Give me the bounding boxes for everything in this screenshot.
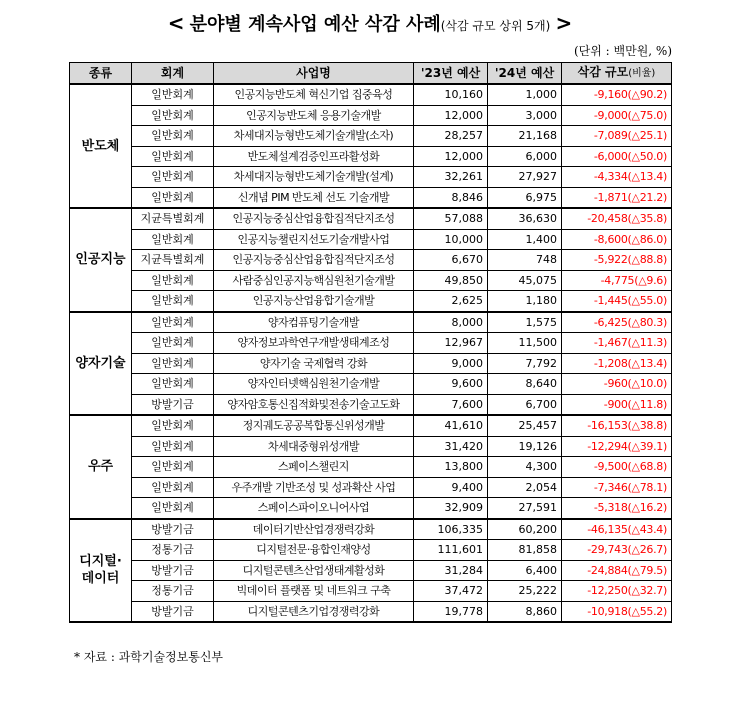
account-cell: 방발기금 [132,519,214,540]
category-cell: 우주 [70,415,132,519]
header-project: 사업명 [214,63,414,85]
project-name-cell: 디지털콘텐츠기업경쟁력강화 [214,601,414,622]
budget-2024-cell: 27,591 [488,498,562,519]
table-row [70,436,672,457]
project-name-cell: 스페이스챌린지 [214,457,414,478]
cut-amount-cell: -29,743(△26.7) [562,540,672,561]
project-name-cell: 우주개발 기반조성 및 성과확산 사업 [214,477,414,498]
cut-amount-cell: -1,445(△55.0) [562,291,672,312]
table-body [70,84,672,622]
budget-2023-cell: 41,610 [414,415,488,436]
account-cell: 일반회계 [132,374,214,395]
budget-2024-cell: 6,000 [488,146,562,167]
budget-2023-cell: 32,909 [414,498,488,519]
table-row [70,333,672,354]
budget-2023-cell: 31,420 [414,436,488,457]
budget-2024-cell: 60,200 [488,519,562,540]
cut-amount-cell: -960(△10.0) [562,374,672,395]
project-name-cell: 디지털전문·융합인재양성 [214,540,414,561]
title-right-arrow: > [555,11,573,35]
project-name-cell: 차세대지능형반도체기술개발(설계) [214,167,414,188]
account-cell: 방발기금 [132,560,214,581]
budget-2024-cell: 6,700 [488,394,562,415]
cut-amount-cell: -20,458(△35.8) [562,208,672,229]
budget-2023-cell: 12,000 [414,105,488,126]
budget-2023-cell: 2,625 [414,291,488,312]
account-cell: 정통기금 [132,581,214,602]
budget-2024-cell: 19,126 [488,436,562,457]
table-header-row [70,63,672,85]
cut-amount-cell: -9,160(△90.2) [562,84,672,105]
cut-amount-cell: -9,500(△68.8) [562,457,672,478]
project-name-cell: 인공지능중심산업융합집적단지조성 [214,208,414,229]
account-cell: 일반회계 [132,312,214,333]
table-row [70,250,672,271]
account-cell: 일반회계 [132,146,214,167]
budget-2024-cell: 36,630 [488,208,562,229]
budget-2023-cell: 19,778 [414,601,488,622]
project-name-cell: 인공지능반도체 혁신기업 집중육성 [214,84,414,105]
project-name-cell: 양자기술 국제협력 강화 [214,353,414,374]
project-name-cell: 양자암호통신집적화및전송기술고도화 [214,394,414,415]
project-name-cell: 양자정보과학연구개발생태계조성 [214,333,414,354]
budget-2024-cell: 2,054 [488,477,562,498]
cut-amount-cell: -4,775(△9.6) [562,270,672,291]
cut-amount-cell: -1,208(△13.4) [562,353,672,374]
project-name-cell: 인공지능반도체 응용기술개발 [214,105,414,126]
category-cell: 디지털·데이터 [70,519,132,623]
cut-amount-cell: -46,135(△43.4) [562,519,672,540]
table-row [70,353,672,374]
header-cut-label: 삭감 규모 [577,65,629,79]
account-cell: 방발기금 [132,601,214,622]
cut-amount-cell: -5,922(△88.8) [562,250,672,271]
header-budget23: '23년 예산 [414,63,488,85]
table-row [70,167,672,188]
project-name-cell: 차세대중형위성개발 [214,436,414,457]
table-row [70,126,672,147]
table-row [70,560,672,581]
budget-2024-cell: 45,075 [488,270,562,291]
cut-amount-cell: -16,153(△38.8) [562,415,672,436]
cut-amount-cell: -900(△11.8) [562,394,672,415]
table-row [70,270,672,291]
title-main: 분야별 계속사업 예산 삭감 사례 [189,14,441,35]
header-category: 종류 [70,63,132,85]
table-row [70,291,672,312]
budget-2024-cell: 1,000 [488,84,562,105]
title-left-arrow: < [167,11,185,35]
account-cell: 일반회계 [132,229,214,250]
budget-2024-cell: 6,400 [488,560,562,581]
cut-amount-cell: -1,467(△11.3) [562,333,672,354]
budget-2024-cell: 7,792 [488,353,562,374]
budget-2024-cell: 27,927 [488,167,562,188]
account-cell: 일반회계 [132,498,214,519]
account-cell: 일반회계 [132,477,214,498]
budget-2024-cell: 6,975 [488,187,562,208]
account-cell: 일반회계 [132,84,214,105]
unit-label: (단위 : 백만원, %) [573,44,672,58]
project-name-cell: 양자컴퓨팅기술개발 [214,312,414,333]
budget-2023-cell: 12,967 [414,333,488,354]
table-row [70,581,672,602]
budget-2024-cell: 81,858 [488,540,562,561]
category-cell: 양자기술 [70,312,132,416]
budget-2023-cell: 28,257 [414,126,488,147]
account-cell: 일반회계 [132,333,214,354]
cut-amount-cell: -5,318(△16.2) [562,498,672,519]
project-name-cell: 양자인터넷핵심원천기술개발 [214,374,414,395]
project-name-cell: 신개념 PIM 반도체 선도 기술개발 [214,187,414,208]
header-ratio-label: (비율) [628,68,656,79]
project-name-cell: 인공지능중심산업융합집적단지조성 [214,250,414,271]
budget-2023-cell: 8,000 [414,312,488,333]
header-account: 회계 [132,63,214,85]
account-cell: 일반회계 [132,415,214,436]
budget-2023-cell: 49,850 [414,270,488,291]
account-cell: 일반회계 [132,105,214,126]
category-cell: 인공지능 [70,208,132,312]
account-cell: 일반회계 [132,167,214,188]
cut-amount-cell: -10,918(△55.2) [562,601,672,622]
table-row [70,208,672,229]
table-row [70,84,672,105]
budget-2023-cell: 106,335 [414,519,488,540]
cut-amount-cell: -24,884(△79.5) [562,560,672,581]
account-cell: 일반회계 [132,187,214,208]
budget-cut-table [69,62,672,623]
category-cell: 반도체 [70,84,132,208]
document-title [0,10,740,36]
budget-2023-cell: 31,284 [414,560,488,581]
project-name-cell: 데이터기반산업경쟁력강화 [214,519,414,540]
table-row [70,146,672,167]
budget-2023-cell: 37,472 [414,581,488,602]
account-cell: 일반회계 [132,291,214,312]
account-cell: 일반회계 [132,353,214,374]
table-row [70,540,672,561]
budget-2024-cell: 25,457 [488,415,562,436]
budget-2023-cell: 111,601 [414,540,488,561]
header-budget24: '24년 예산 [488,63,562,85]
project-name-cell: 빅데이터 플랫폼 및 네트워크 구축 [214,581,414,602]
budget-2023-cell: 7,600 [414,394,488,415]
budget-2023-cell: 9,600 [414,374,488,395]
budget-2023-cell: 32,261 [414,167,488,188]
account-cell: 일반회계 [132,126,214,147]
budget-2023-cell: 57,088 [414,208,488,229]
cut-amount-cell: -7,346(△78.1) [562,477,672,498]
account-cell: 일반회계 [132,436,214,457]
cut-amount-cell: -12,294(△39.1) [562,436,672,457]
account-cell: 정통기금 [132,540,214,561]
budget-2024-cell: 1,575 [488,312,562,333]
table-row [70,394,672,415]
account-cell: 일반회계 [132,457,214,478]
table-row [70,187,672,208]
table-row [70,229,672,250]
budget-2023-cell: 9,000 [414,353,488,374]
cut-amount-cell: -6,000(△50.0) [562,146,672,167]
budget-2023-cell: 13,800 [414,457,488,478]
project-name-cell: 반도체설계검증인프라활성화 [214,146,414,167]
budget-2024-cell: 11,500 [488,333,562,354]
budget-2023-cell: 10,160 [414,84,488,105]
budget-2024-cell: 25,222 [488,581,562,602]
cut-amount-cell: -1,871(△21.2) [562,187,672,208]
cut-amount-cell: -9,000(△75.0) [562,105,672,126]
cut-amount-cell: -6,425(△80.3) [562,312,672,333]
cut-amount-cell: -7,089(△25.1) [562,126,672,147]
project-name-cell: 정지궤도공공복합통신위성개발 [214,415,414,436]
budget-2024-cell: 8,640 [488,374,562,395]
table-row [70,498,672,519]
table-row [70,457,672,478]
account-cell: 지균특별회계 [132,208,214,229]
cut-amount-cell: -4,334(△13.4) [562,167,672,188]
account-cell: 방발기금 [132,394,214,415]
table-row [70,519,672,540]
budget-2023-cell: 6,670 [414,250,488,271]
account-cell: 일반회계 [132,270,214,291]
project-name-cell: 디지털콘텐츠산업생태계활성화 [214,560,414,581]
budget-2024-cell: 3,000 [488,105,562,126]
header-cut [562,63,672,85]
table-row [70,312,672,333]
table-row [70,415,672,436]
project-name-cell: 스페이스파이오니어사업 [214,498,414,519]
title-sub: (삭감 규모 상위 5개) [440,19,551,33]
budget-2023-cell: 9,400 [414,477,488,498]
budget-2024-cell: 1,180 [488,291,562,312]
source-note: * 자료 : 과학기술정보통신부 [74,650,223,664]
budget-2024-cell: 748 [488,250,562,271]
budget-2024-cell: 8,860 [488,601,562,622]
table-row [70,477,672,498]
budget-2023-cell: 12,000 [414,146,488,167]
budget-2024-cell: 1,400 [488,229,562,250]
account-cell: 지균특별회계 [132,250,214,271]
budget-2024-cell: 4,300 [488,457,562,478]
project-name-cell: 차세대지능형반도체기술개발(소자) [214,126,414,147]
table-row [70,601,672,622]
budget-2024-cell: 21,168 [488,126,562,147]
project-name-cell: 사람중심인공지능핵심원천기술개발 [214,270,414,291]
cut-amount-cell: -8,600(△86.0) [562,229,672,250]
table-row [70,374,672,395]
cut-amount-cell: -12,250(△32.7) [562,581,672,602]
project-name-cell: 인공지능챌린지선도기술개발사업 [214,229,414,250]
project-name-cell: 인공지능산업융합기술개발 [214,291,414,312]
budget-2023-cell: 8,846 [414,187,488,208]
budget-2023-cell: 10,000 [414,229,488,250]
table-row [70,105,672,126]
